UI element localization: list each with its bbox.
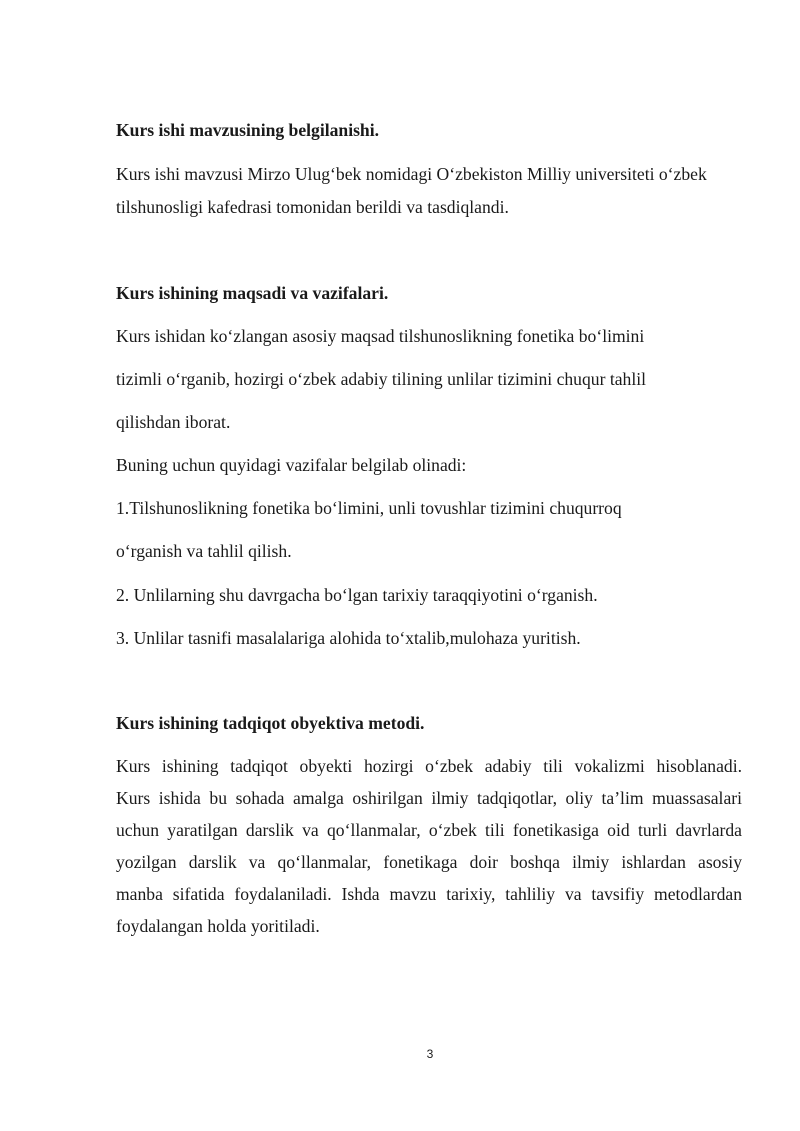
paragraph-line: Kurs ishining tadqiqot obyekti hozirgi o‘zbek adabiy tili vokalizmi hisoblanadi. [116, 756, 742, 776]
paragraph-line: yozilgan darslik va qo‘llanmalar, fonetikaga doir boshqa ilmiy ishlardan asosiy [116, 852, 742, 872]
paragraph-line: Kurs ishida bu sohada amalga oshirilgan ilmiy tadqiqotlar, oliy ta’lim muassasalari [116, 788, 742, 808]
list-item: 3. Unlilar tasnifi masalalariga alohida to‘xtalib,mulohaza yuritish. [116, 628, 581, 648]
section-heading-topic: Kurs ishi mavzusining belgilanishi. [116, 120, 380, 140]
section-heading-method: Kurs ishining tadqiqot obyektiva metodi. [116, 713, 425, 733]
paragraph-line: Kurs ishidan ko‘zlangan asosiy maqsad tilshunoslikning fonetika bo‘limini [116, 326, 645, 346]
page-number: 3 [426, 1047, 434, 1061]
method-paragraph [116, 758, 742, 950]
list-item: 2. Unlilarning shu davrgacha bo‘lgan tarixiy taraqqiyotini o‘rganish. [116, 585, 598, 605]
paragraph-line: foydalangan holda yoritiladi. [116, 916, 320, 936]
paragraph-line: tizimli o‘rganib, hozirgi o‘zbek adabiy tilining unlilar tizimini chuqur tahlil [116, 369, 646, 389]
section-heading-goals: Kurs ishining maqsadi va vazifalari. [116, 283, 389, 303]
paragraph-line: manba sifatida foydalaniladi. Ishda mavzu tarixiy, tahliliy va tavsifiy metodlardan [116, 884, 742, 904]
paragraph-line: uchun yaratilgan darslik va qo‘llanmalar, o‘zbek tili fonetikasiga oid turli davrlarda [116, 820, 742, 840]
paragraph-line: tilshunosligi kafedrasi tomonidan berildi va tasdiqlandi. [116, 197, 509, 217]
list-item: 1.Tilshunoslikning fonetika bo‘limini, unli tovushlar tizimini chuqurroq [116, 498, 622, 518]
paragraph-line: Buning uchun quyidagi vazifalar belgilab olinadi: [116, 455, 467, 475]
paragraph-line: Kurs ishi mavzusi Mirzo Ulug‘bek nomidagi O‘zbekiston Milliy universiteti o‘zbek [116, 164, 707, 184]
list-item-continuation: o‘rganish va tahlil qilish. [116, 541, 292, 561]
paragraph-line: qilishdan iborat. [116, 412, 231, 432]
